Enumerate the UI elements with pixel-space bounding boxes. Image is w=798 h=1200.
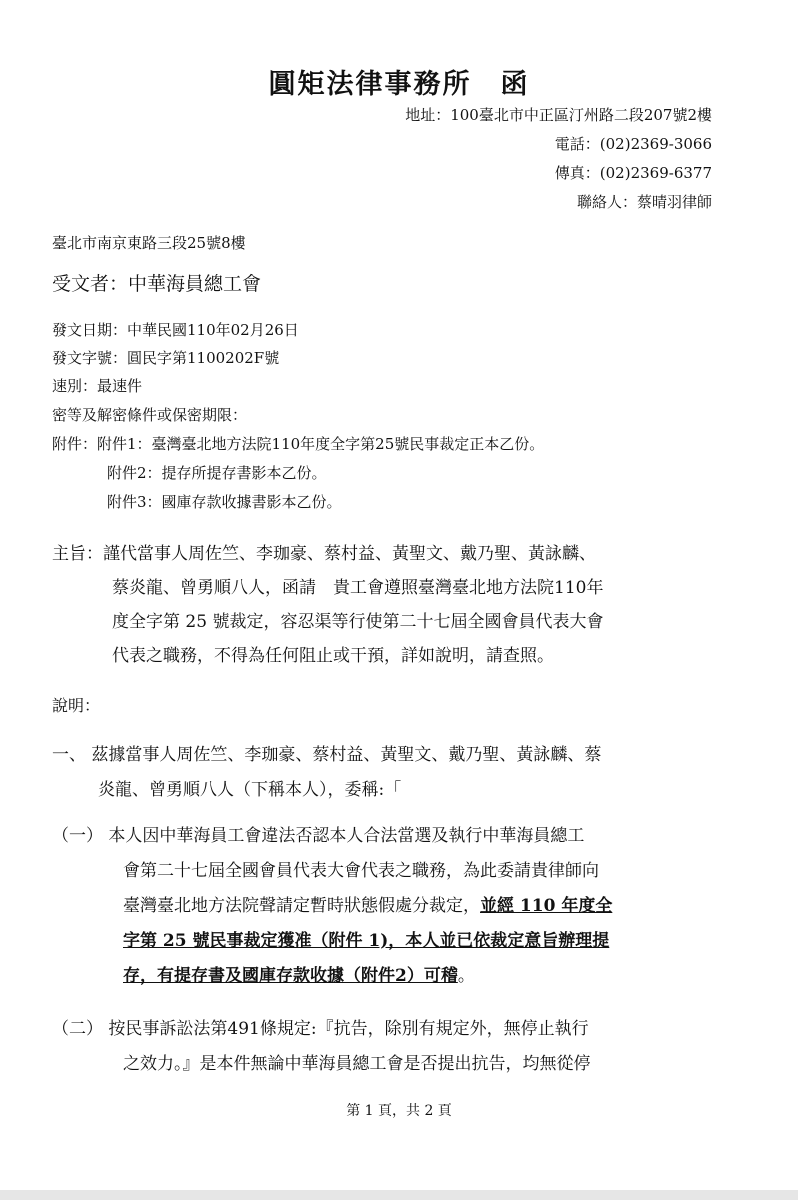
speed: 速別：最速件	[52, 377, 143, 395]
secrecy: 密等及解密條件或保密期限：	[52, 406, 248, 424]
item-1-1-line-3	[123, 891, 612, 916]
subject-line-1: 主旨：謹代當事人周佐竺、李珈豪、蔡村益、黃聖文、戴乃聖、黃詠麟、	[52, 544, 596, 564]
recipient-address: 臺北市南京東路三段25號8樓	[52, 234, 246, 252]
item-1-1-line-5-emphasis: 存，有提存書及國庫存款收據（附件2）可稽	[123, 966, 458, 986]
item-1-1-line-1: （一） 本人因中華海員工會違法否認本人合法當選及執行中華海員總工	[52, 826, 585, 846]
page-number: 第 1 頁，共 2 頁	[346, 1103, 452, 1119]
issue-date: 發文日期：中華民國110年02月26日	[52, 321, 299, 339]
recipient-name: 受文者：中華海員總工會	[52, 273, 262, 295]
attachment-1: 附件：附件1：臺灣臺北地方法院110年度全字第25號民事裁定正本乙份。	[52, 435, 545, 453]
page-bottom-edge	[0, 1190, 798, 1200]
item-1-2-line-1: （二） 按民事訴訟法第491條規定:『抗告，除別有規定外，無停止執行	[52, 1019, 589, 1039]
item-1-line-2: 炎龍、曾勇順八人（下稱本人），委稱:「	[98, 780, 402, 800]
subject-line-4: 代表之職務，不得為任何阻止或干預，詳如說明，請查照。	[112, 646, 554, 666]
letterhead-address: 地址：100臺北市中正區汀州路二段207號2樓	[405, 106, 712, 124]
letterhead-fax: 傳真：(02)2369-6377	[554, 164, 712, 182]
item-1-1-line-3-emphasis: 並經 110 年度全	[480, 896, 613, 916]
item-1-1-line-4-emphasis: 字第 25 號民事裁定獲准（附件 1)，本人並已依裁定意旨辦理提	[123, 931, 610, 951]
item-1-1-line-5	[123, 961, 475, 986]
letterhead-phone: 電話：(02)2369-3066	[554, 135, 712, 153]
subject-line-2: 蔡炎龍、曾勇順八人，函請 貴工會遵照臺灣臺北地方法院110年	[112, 578, 604, 598]
item-1-line-1: 一、 茲據當事人周佐竺、李珈豪、蔡村益、黃聖文、戴乃聖、黃詠麟、蔡	[52, 745, 602, 765]
item-1-1-line-3-plain: 臺灣臺北地方法院聲請定暫時狀態假處分裁定，	[123, 896, 480, 916]
letterhead-title: 圓矩法律事務所 函	[268, 69, 530, 100]
letterhead-contact: 聯絡人：蔡晴羽律師	[576, 193, 712, 211]
item-1-2-line-2: 之效力。』是本件無論中華海員總工會是否提出抗告，均無從停	[123, 1054, 591, 1074]
attachment-3: 附件3：國庫存款收據書影本乙份。	[107, 493, 342, 511]
explanation-heading: 說明：	[52, 696, 101, 715]
item-1-1-line-5-end: 。	[457, 966, 475, 986]
attachment-2: 附件2：提存所提存書影本乙份。	[107, 464, 327, 482]
subject-line-3: 度全字第 25 號裁定，容忍渠等行使第二十七屆全國會員代表大會	[112, 612, 604, 632]
issue-number: 發文字號：圓民字第1100202F號	[52, 349, 280, 367]
item-1-1-line-2: 會第二十七屆全國會員代表大會代表之職務，為此委請貴律師向	[123, 861, 599, 881]
